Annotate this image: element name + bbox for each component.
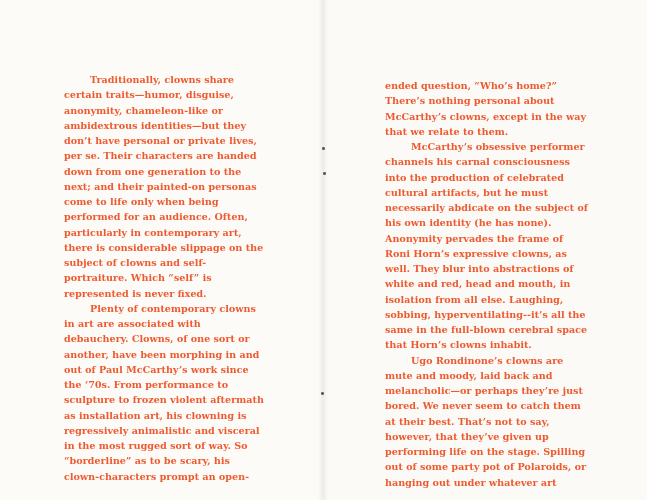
- text-line: particularly in contemporary art,: [64, 227, 242, 239]
- text-line: represented is never fixed.: [64, 288, 207, 300]
- text-line: come to life only when being: [64, 197, 219, 208]
- text-line: ended question, “Who’s home?”: [385, 81, 558, 92]
- text-line: well. They blur into abstractions of: [385, 264, 574, 275]
- text-line: Plenty of contemporary clowns: [90, 303, 256, 315]
- gutter-dot: [323, 172, 326, 175]
- text-line: cultural artifacts, but he must: [385, 187, 549, 199]
- text-line: next; and their painted-on personas: [64, 181, 257, 193]
- text-line: white and red, head and mouth, in: [385, 279, 571, 291]
- text-line: bored. We never seem to catch them: [385, 401, 581, 413]
- text-line: McCarthy’s clowns, except in the way: [385, 111, 587, 123]
- text-line: necessarily abdicate on the subject of: [385, 203, 588, 214]
- text-line: melancholic—or perhaps they’re just: [385, 386, 583, 397]
- text-line: There’s nothing personal about: [385, 96, 555, 108]
- text-line: that we relate to them.: [385, 126, 509, 138]
- text-line: that Horn’s clowns inhabit.: [385, 340, 532, 352]
- right-text-column: [385, 79, 588, 491]
- text-line: out of some party pot of Polaroids, or: [385, 462, 587, 474]
- text-line: don’t have personal or private lives,: [64, 136, 257, 147]
- text-line: regressively animalistic and visceral: [64, 425, 260, 437]
- text-line: the ‘70s. From performance to: [64, 380, 229, 391]
- text-line: Anonymity pervades the frame of: [385, 233, 564, 245]
- text-line: debauchery. Clowns, of one sort or: [64, 334, 250, 346]
- text-line: certain traits—humor, disguise,: [64, 90, 234, 102]
- text-line: channels his carnal consciousness: [385, 157, 570, 169]
- gutter-dot: [321, 392, 324, 395]
- text-line: same in the full-blown cerebral space: [385, 325, 588, 336]
- text-line: sculpture to frozen violent aftermath: [64, 395, 264, 407]
- text-line: Roni Horn’s expressive clowns, as: [385, 248, 567, 260]
- text-line: portraiture. Which “self” is: [64, 273, 212, 285]
- text-line: his own identity (he has none).: [385, 218, 552, 230]
- text-line: down from one generation to the: [64, 166, 242, 178]
- text-line: Traditionally, clowns share: [90, 75, 234, 86]
- text-line: hanging out under whatever art: [385, 477, 557, 489]
- text-line: out of Paul McCarthy’s work since: [64, 364, 249, 376]
- text-line: as installation art, his clowning is: [64, 410, 247, 422]
- text-line: another, have been morphing in and: [64, 349, 260, 361]
- text-line: at their best. That’s not to say,: [385, 416, 550, 428]
- text-line: in the most rugged sort of way. So: [64, 441, 248, 452]
- text-line: however, that they’ve given up: [385, 431, 549, 443]
- text-line: McCarthy’s obsessive performer: [411, 142, 585, 153]
- text-line: per se. Their characters are handed: [64, 151, 257, 163]
- gutter-dot: [322, 147, 325, 150]
- text-line: “borderline” as to be scary, his: [64, 456, 230, 468]
- text-line: performing life on the stage. Spilling: [385, 447, 586, 458]
- text-line: subject of clowns and self-: [64, 258, 207, 269]
- text-line: performed for an audience. Often,: [64, 212, 248, 224]
- text-line: there is considerable slippage on the: [64, 242, 264, 254]
- text-line: anonymity, chameleon-like or: [64, 105, 223, 117]
- text-line: sobbing, hyperventilating--it’s all the: [385, 309, 586, 321]
- text-line: isolation from all else. Laughing,: [385, 294, 564, 306]
- text-line: clown-characters prompt an open-: [64, 471, 250, 483]
- text-line: mute and moody, laid back and: [385, 370, 553, 382]
- text-line: ambidextrous identities—but they: [64, 120, 247, 132]
- text-line: Ugo Rondinone’s clowns are: [411, 355, 564, 367]
- book-gutter: [318, 0, 328, 500]
- text-line: in art are associated with: [64, 319, 201, 330]
- text-line: into the production of celebrated: [385, 172, 564, 184]
- left-text-column: [64, 73, 264, 485]
